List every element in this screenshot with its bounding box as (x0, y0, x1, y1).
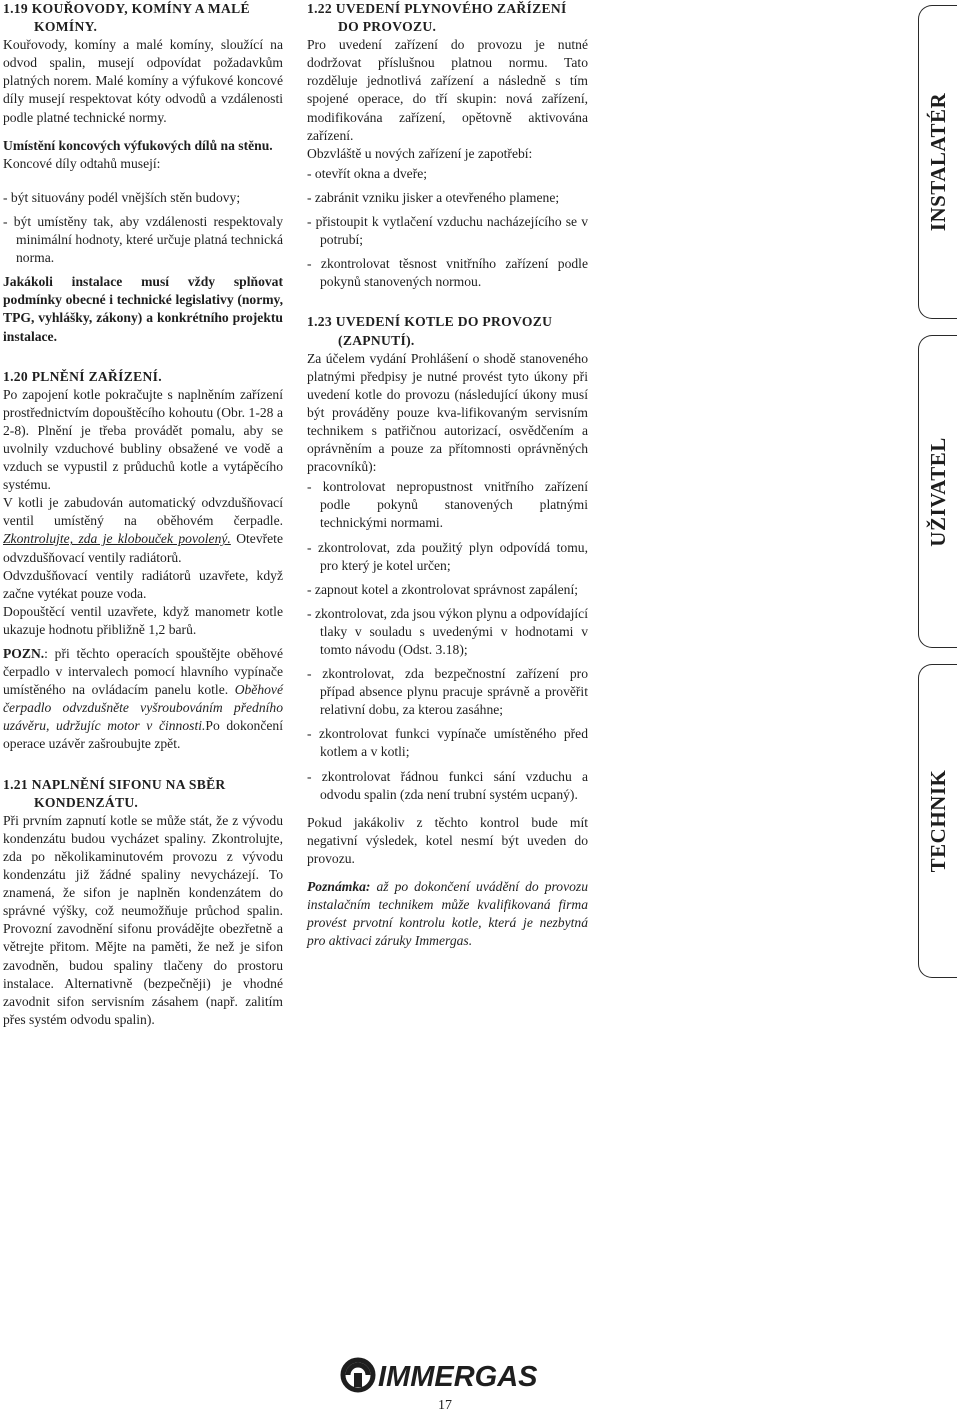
subheading: Umístění koncových výfukových dílů na stěnu. (3, 137, 273, 153)
checklist (307, 478, 588, 804)
checklist (307, 165, 588, 292)
tab-user[interactable] (918, 335, 957, 648)
list-item: - být situovány podél vnějších stěn budovy; (3, 189, 241, 205)
tab-technician-label: TECHNIK (925, 769, 950, 873)
list-item: - zkontrolovat řádnou funkci sání vzduchu a odvodu spalin (zda není trubní systém ucpaný). (307, 768, 588, 802)
section-heading-1-23: 1.23 UVEDENÍ KOTLE DO PROVOZU (ZAPNUTÍ). (307, 314, 553, 348)
tab-technician[interactable] (918, 664, 957, 978)
list-item: - zkontrolovat těsnost vnitřního zařízení podle pokynů stanovených normou. (307, 256, 588, 290)
list-item: - kontrolovat nepropustnost vnitřního zařízení podle pokynů stanovených platnými technickými normami. (307, 479, 588, 531)
list-item: - přistoupit k vytlačení vzduchu nacházejícího se v potrubí; (307, 214, 588, 248)
paragraph: Odvzdušňovací ventily radiátorů uzavřete, když začne vytékat pouze voda. (3, 567, 283, 601)
logo-text: IMMERGAS (378, 1361, 538, 1393)
paragraph: Za účelem vydání Prohlášení o shodě stanoveného platnými předpisy je nutné provést tyto úkony při uvedení kotle do provozu (následující úkony musí být prováděny pouze kva-lifikovaným servisním technikem s patřičnou autorizací, osvědčením a oprávněním a pouze za přítomnosti oprávněných pracovníků): (307, 350, 588, 475)
left-column (3, 0, 283, 1029)
paragraph: Dopouštěcí ventil uzavřete, když manometr kotle ukazuje hodnotu přibližně 1,2 barů. (3, 603, 283, 637)
underlined-instruction: Zkontrolujte, zda je klobouček povolený. (3, 531, 231, 547)
paragraph: Kouřovody, komíny a malé komíny, sloužící na odvod spalin, musejí odpovídat požadavkům platných norem. Malé komíny a výfukové koncové díly musejí respektovat kóty odvodů a vzdálenosti podle platné technické normy. (3, 37, 283, 125)
list-item: - zkontrolovat, zda jsou výkon plynu a odpovídající tlaky v souladu s uvedenými v hodnotami v tomto návodu (Odst. 3.18); (307, 605, 588, 657)
list-item: - otevřít okna a dveře; (307, 165, 428, 181)
tab-installer-label: INSTALATÉR (925, 92, 950, 232)
legislation-note: Jakákoli instalace musí vždy splňovat podmínky obecné i technické legislativy (normy, TPG, vyhlášky, zákony) a konkrétního projektu instalace. (3, 274, 283, 344)
section-heading-1-21: 1.21 NAPLNĚNÍ SIFONU NA SBĚR KONDENZÁTU. (3, 776, 226, 810)
middle-column (307, 0, 588, 950)
paragraph: V kotli je zabudován automatický odvzdušňovací ventil umístěný na oběhovém čerpadle. Zkontrolujte, zda je klobouček povolený. Otevřete odvzdušňovací ventily radiátorů. (3, 495, 283, 565)
paragraph: Koncové díly odtahů musejí: (3, 155, 161, 171)
paragraph: Pro uvedení zařízení do provozu je nutné dodržovat příslušnou platnou normu. Tato rozděluje jednotlivá zařízení a následně s tím spojené operace, do tří skupin: nová zařízení, modifikována zařízení, opětovně aktivována zařízení. (307, 37, 588, 143)
note-paragraph: Poznámka: až po dokončení uvádění do provozu instalačním technikem může kvalifikovaná firma provést prvotní kontrolu kotle, která je nezbytná pro aktivaci záruky Immergas. (307, 879, 588, 949)
section-heading-1-22: 1.22 UVEDENÍ PLYNOVÉHO ZAŘÍZENÍ DO PROVOZU. (307, 1, 567, 35)
list-item: - zkontrolovat funkci vypínače umístěného před kotlem a v kotli; (307, 726, 588, 760)
list-item: - zkontrolovat, zda použitý plyn odpovídá tomu, pro který je kotel určen; (307, 539, 588, 573)
tab-user-label: UŽIVATEL (925, 436, 950, 547)
immergas-logo-mark (340, 1355, 560, 1395)
list-item: - zapnout kotel a zkontrolovat správnost zapálení; (307, 581, 579, 597)
note-paragraph: POZN.: při těchto operacích spouštějte oběhové čerpadlo v intervalech pomocí hlavního vypínače umístěného na ovládacím panelu kotle. Oběhové čerpadlo odvzdušněte vyšroubováním předního uzávěru, udržujíc motor v činnosti.Po dokončení operace uzávěr zašroubujte zpět. (3, 646, 283, 752)
tab-installer[interactable] (918, 5, 957, 319)
paragraph: Obzvláště u nových zařízení je zapotřebí: (307, 145, 533, 161)
list-item: - zabránit vzniku jisker a otevřeného plamene; (307, 189, 560, 205)
page-number: 17 (438, 1398, 452, 1413)
paragraph: Pokud jakákoliv z těchto kontrol bude mít negativní výsledek, kotel nesmí být uveden do provozu. (307, 814, 588, 866)
section-heading-1-20: 1.20 PLNĚNÍ ZAŘÍZENÍ. (3, 368, 162, 384)
paragraph: Při prvním zapnutí kotle se může stát, že z vývodu kondenzátu budou vycházet spaliny. Zkontrolujte, zda po několikaminutovém provozu z vývodu kondenzátu již žádné spaliny nevycházejí. To znamená, že sifon je naplněn kondenzátem do správné výšky, což neumožňuje průchod spalin. Provozní zavodnění sifonu provádějte obezřetně a větrejte přitom. Mějte na paměti, že než je sifon zavodněn, budou spaliny tlačeny do prostoru instalace. Alternativně (bezpečněji) je vhodné zavodnit sifon servisním zásahem (např. zalitím přes systém odvodu spalin). (3, 812, 283, 1027)
list-item: - zkontrolovat, zda bezpečnostní zařízení pro případ absence plynu pracuje správně a prověřit relativní dobu, za kterou zasáhne; (307, 666, 588, 718)
immergas-logo (340, 1355, 560, 1395)
list-item: - být umístěny tak, aby vzdálenosti respektovaly minimální hodnoty, které určuje platná technická norma. (3, 213, 283, 266)
paragraph: Po zapojení kotle pokračujte s naplněním zařízení prostřednictvím dopouštěcího kohoutu (Obr. 1-28 a 2-8). Plnění je třeba provádět pomalu, aby se uvolnily vzduchové bubliny obsažené ve vodě a vzduch se vypustil z průduchů kotle a vytápěcího systému. (3, 386, 283, 493)
section-heading-1-19: 1.19 KOUŘOVODY, KOMÍNY A MALÉ KOMÍNY. (3, 1, 250, 35)
